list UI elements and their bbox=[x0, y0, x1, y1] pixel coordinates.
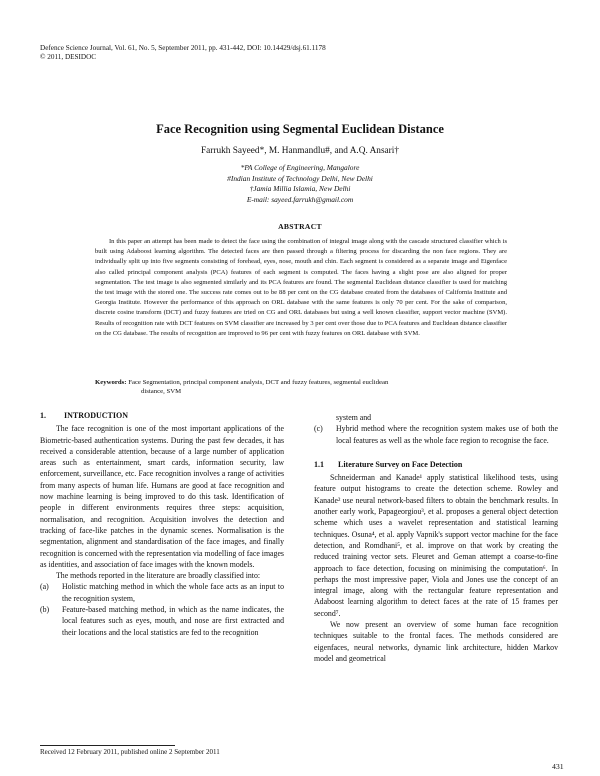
journal-citation: Defence Science Journal, Vol. 61, No. 5, September 2011, pp. 431-442, DOI: 10.14429/dsj.61.1178 bbox=[40, 44, 326, 52]
list-text-b-continued: system and bbox=[336, 413, 372, 422]
journal-header bbox=[40, 44, 326, 62]
left-column bbox=[40, 410, 284, 638]
author-email: E-mail: sayeed.farrukh@gmail.com bbox=[246, 194, 354, 204]
abstract-text: In this paper an attempt has been made to detect the face using the combination of integral image along with the cascade structured classifier which is built using Adaboost learning algorithm. The detected faces are then passed through a filtering process for discarding the non face regions. They are individually split up into five segments consisting of forehead, eyes, nose, mouth and chin. Each segment is considered as a separate image and Eigenface also called principal component analysis (PCA) features of each segment is computed. The faces having a slight pose are also aligned for proper segmentation. The test image is also segmented similarly and its PCA features are found. The segmental Euclidean distance classifier is used for matching the test image with the stored one. The success rate comes out to be 88 per cent on the CG database created from the databases of California Institute and Georgia Institute. However the performance of this approach on ORL database with the same features is only 70 per cent. For the sake of comparison, discrete cosine transform (DCT) and fuzzy features are tried on CG and ORL databases but using a well known classifier, support vector machine (SVM). Results of recognition rate with DCT features on SVM classifier are increased by 3 per cent over those due to PCA features and Euclidean distance classifier on the CG database. The results of recognition are improved to 96 per cent with fuzzy features on ORL database with SVM. bbox=[95, 238, 507, 337]
subsection-title: Literature Survey on Face Detection bbox=[338, 459, 463, 469]
affiliation-1: *PA College of Engineering, Mangalore bbox=[240, 163, 360, 172]
affiliations bbox=[0, 163, 600, 205]
paper-title: Face Recognition using Segmental Euclidean Distance bbox=[156, 122, 444, 136]
page-number: 431 bbox=[552, 762, 564, 771]
survey-paragraph-2: We now present an overview of some human face recognition techniques suitable to the frontal faces. The methods considered are eigenfaces, neural networks, dynamic link architecture, hidden Markov model and geometrical bbox=[314, 620, 558, 663]
list-text-c: Hybrid method where the recognition system makes use of both the local features as well as the whole face region to recognise the face. bbox=[336, 424, 558, 445]
list-label-a: (a) bbox=[40, 582, 49, 592]
keywords bbox=[95, 378, 507, 397]
section-heading-introduction bbox=[40, 410, 284, 421]
author-list: Farrukh Sayeed*, M. Hanmandlu#, and A.Q. Ansari† bbox=[200, 146, 400, 156]
keywords-line-1: Face Segmentation, principal component analysis, DCT and fuzzy features, segmental euclidean bbox=[128, 379, 389, 386]
survey-paragraph-1: Schneiderman and Kanade¹ apply statistical likelihood tests, using feature output histograms to create the detection scheme. Rowley and Kanade² use neural network-based filters to obtain the benchmark results. In another early work, Papageorgiou³, et al. proposes a general object detection scheme which uses a wavelet representation and statistical learning techniques. Osuna⁴, et al. apply Vapnik's support vector machine for the face detection, and Romdhani⁵, et al. improve on that work by creating the reduced training vector sets. Fleuret and Geman attempt a coarse-to-fine approach to face detection, focusing on minimising the computation⁶. In perhaps the most impressive paper, Viola and Jones use the concept of an integral image, along with the rectangular feature representation and Adaboost learning algorithm to detect faces at the rate of 15 frames per second⁷. bbox=[314, 473, 558, 618]
list-text-a: Holistic matching method in which the whole face acts as an input to the recognition system, bbox=[62, 582, 284, 603]
affiliation-2: #Indian Institute of Technology Delhi, New Delhi bbox=[227, 173, 373, 183]
keywords-line-2: distance, SVM bbox=[141, 388, 182, 396]
list-text-b: Feature-based matching method, in which as the name indicates, the local features such as eyes, mouth, and nose are first extracted and their locations and the local statistics are fed to the recognition bbox=[62, 605, 284, 637]
section-number: 1. bbox=[40, 411, 46, 420]
list-item-a bbox=[40, 581, 284, 604]
received-date: Received 12 February 2011, published online 2 September 2011 bbox=[40, 748, 220, 756]
list-item-b-continued bbox=[314, 412, 558, 423]
list-label-c: (c) bbox=[314, 424, 323, 434]
footnote-rule bbox=[40, 745, 175, 746]
intro-paragraph-2: The methods reported in the literature are broadly classified into: bbox=[56, 571, 261, 581]
list-label-b: (b) bbox=[40, 605, 50, 615]
section-title: INTRODUCTION bbox=[64, 411, 129, 420]
abstract-heading: ABSTRACT bbox=[278, 222, 322, 231]
affiliation-3: †Jamia Millia Islamia, New Delhi bbox=[249, 184, 351, 194]
keywords-label: Keywords: bbox=[95, 379, 127, 386]
copyright-line: © 2011, DESIDOC bbox=[40, 53, 97, 61]
intro-paragraph-1: The face recognition is one of the most important applications of the Biometric-based authentication systems. During the past few decades, it has received a considerable attention, because of a large number of application areas such as entertainment, smart cards, information security, law enforcement, surveillance, etc. Face recognition involves a range of activities from many aspects of human life. Humans are good at face recognition and now machine learning is being improved to do this task. Identification of people in different environments requires three steps: acquisition, normalisation, and recognition. Acquisition involves the detection and tracking of face-like patches in the dynamic scenes. Normalisation is the segmentation, alignment and standardisation of the face images, and finally recognition is concerned with the representation via modelling of face images as identities, and association of face images with the known models. bbox=[40, 424, 284, 569]
right-column bbox=[314, 412, 558, 664]
list-item-b bbox=[40, 604, 284, 638]
subsection-heading-literature-survey bbox=[314, 459, 558, 470]
subsection-number: 1.1 bbox=[314, 459, 324, 469]
list-item-c bbox=[314, 423, 558, 446]
